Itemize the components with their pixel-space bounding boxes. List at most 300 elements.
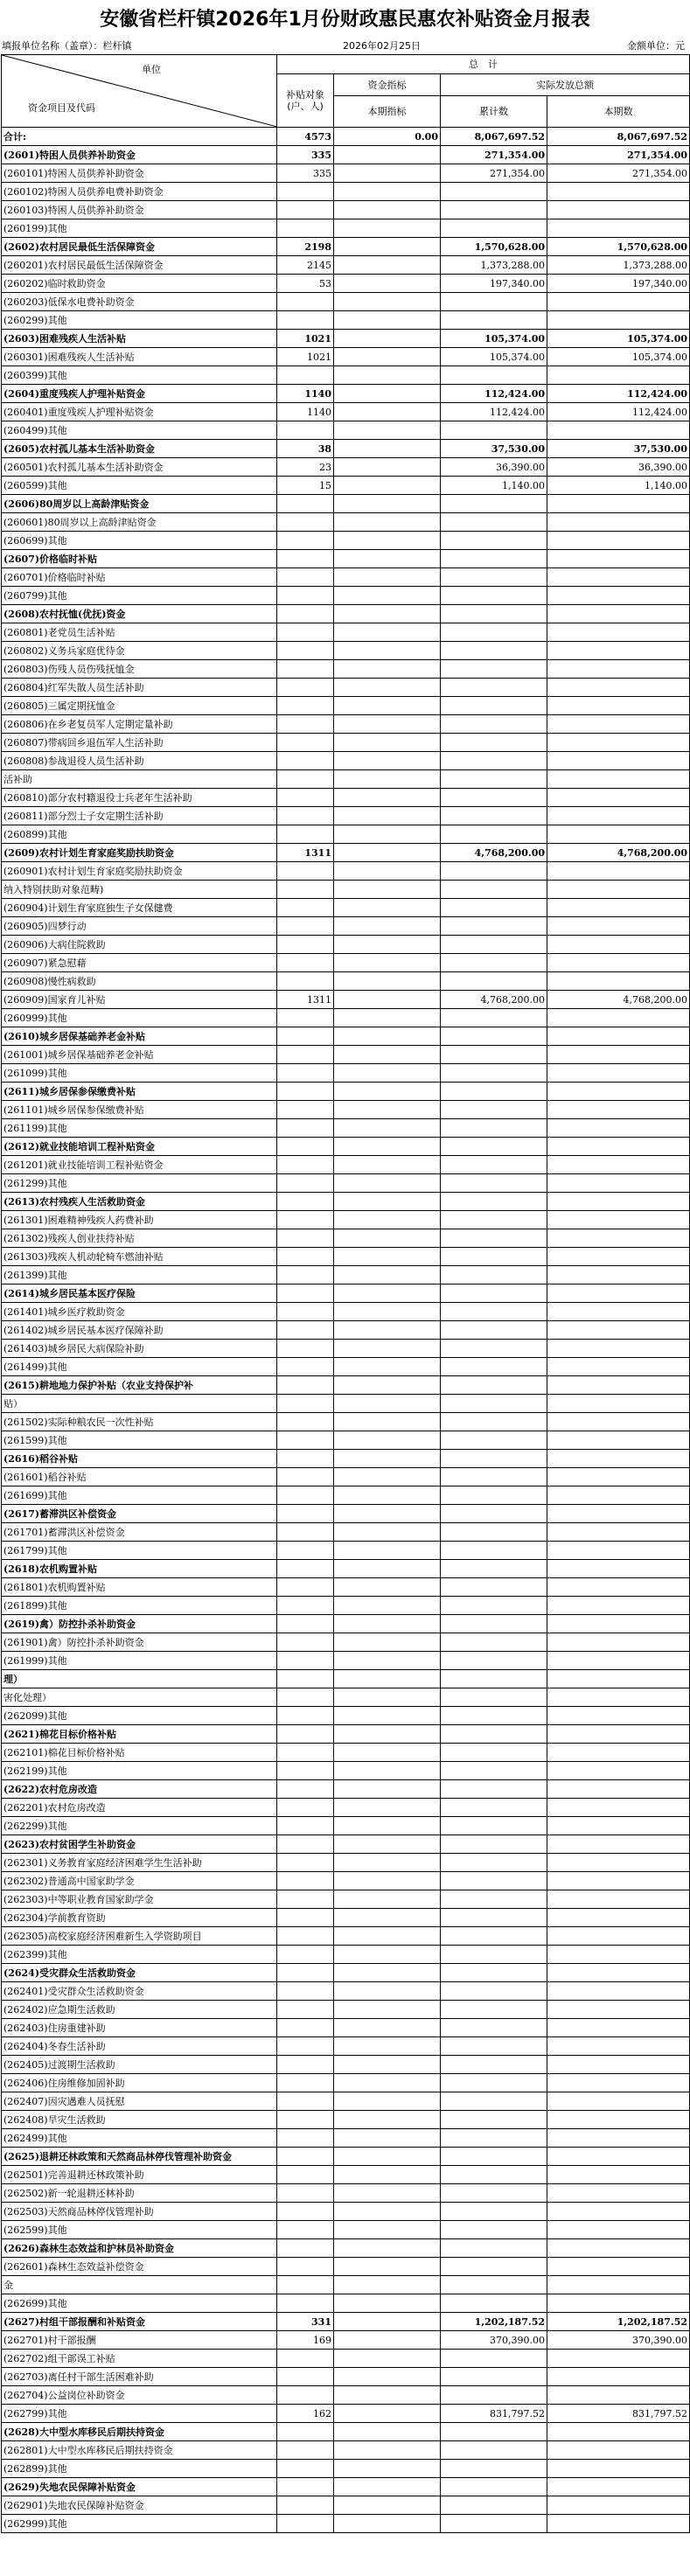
fund-index-cell bbox=[334, 293, 441, 311]
fund-index-cell bbox=[334, 715, 441, 734]
targets-cell: 23 bbox=[277, 458, 334, 477]
item-name-cell: (2625)退耕还林政策和天然商品林停伐管理补助资金 bbox=[2, 2148, 277, 2166]
period-cell bbox=[547, 1725, 690, 1744]
cumulative-cell bbox=[441, 421, 547, 440]
table-row bbox=[2, 752, 690, 770]
fund-index-cell bbox=[334, 623, 441, 642]
period-cell bbox=[547, 936, 690, 954]
period-cell bbox=[547, 1009, 690, 1027]
targets-cell: 162 bbox=[277, 2405, 334, 2423]
item-name-cell: (262801)大中型水库移民后期扶持资金 bbox=[2, 2441, 277, 2460]
period-cell bbox=[547, 2037, 690, 2056]
table-row bbox=[2, 1523, 690, 1542]
item-name-cell: (260803)伤残人员伤残抚恤金 bbox=[2, 660, 277, 679]
fund-index-cell bbox=[334, 1156, 441, 1174]
item-name-cell: (260906)大病住院救助 bbox=[2, 936, 277, 954]
period-cell bbox=[547, 605, 690, 623]
cumulative-cell bbox=[441, 605, 547, 623]
fund-index-cell bbox=[334, 1229, 441, 1248]
targets-cell bbox=[277, 954, 334, 972]
period-cell bbox=[547, 2074, 690, 2092]
table-row bbox=[2, 1725, 690, 1744]
subsidy-table bbox=[1, 54, 690, 2533]
cumulative-cell bbox=[441, 1560, 547, 1578]
fund-index-cell bbox=[334, 1138, 441, 1156]
fund-index-cell bbox=[334, 1946, 441, 1964]
cumulative-cell bbox=[441, 1780, 547, 1799]
targets-cell bbox=[277, 1982, 334, 2001]
fund-index-cell bbox=[334, 1560, 441, 1578]
targets-cell bbox=[277, 1835, 334, 1854]
period-cell bbox=[547, 1982, 690, 2001]
targets-cell bbox=[277, 2258, 334, 2276]
period-cell bbox=[547, 899, 690, 917]
cumulative-cell: 105,374.00 bbox=[441, 330, 547, 348]
table-row bbox=[2, 679, 690, 697]
targets-cell bbox=[277, 421, 334, 440]
targets-cell bbox=[277, 752, 334, 770]
item-name-cell: (260999)其他 bbox=[2, 1009, 277, 1027]
period-cell bbox=[547, 587, 690, 605]
table-row bbox=[2, 146, 690, 164]
cumulative-cell bbox=[441, 1321, 547, 1340]
cumulative-cell: 37,530.00 bbox=[441, 440, 547, 458]
targets-cell bbox=[277, 2460, 334, 2478]
item-name-cell: (260909)国家育儿补贴 bbox=[2, 991, 277, 1009]
table-row bbox=[2, 1211, 690, 1229]
targets-cell bbox=[277, 311, 334, 330]
item-name-cell: (262999)其他 bbox=[2, 2515, 277, 2533]
item-name-cell: (260810)部分农村籍退役士兵老年生活补助 bbox=[2, 789, 277, 807]
table-row bbox=[2, 1450, 690, 1468]
period-cell bbox=[547, 881, 690, 899]
targets-cell bbox=[277, 1817, 334, 1835]
period-cell bbox=[547, 1046, 690, 1064]
targets-cell bbox=[277, 2496, 334, 2515]
period-cell bbox=[547, 1542, 690, 1560]
targets-cell bbox=[277, 1468, 334, 1486]
header-total: 总 计 bbox=[277, 55, 690, 74]
fund-index-cell bbox=[334, 862, 441, 881]
cumulative-cell bbox=[441, 1229, 547, 1248]
targets-cell bbox=[277, 1780, 334, 1799]
period-cell bbox=[547, 2111, 690, 2129]
cumulative-cell bbox=[441, 2515, 547, 2533]
item-name-cell: (262704)公益岗位补助资金 bbox=[2, 2386, 277, 2405]
period-cell bbox=[547, 1652, 690, 1670]
fund-index-cell bbox=[334, 275, 441, 293]
period-cell bbox=[547, 1946, 690, 1964]
table-row bbox=[2, 2166, 690, 2184]
table-row bbox=[2, 311, 690, 330]
table-row bbox=[2, 2294, 690, 2313]
period-cell bbox=[547, 1890, 690, 1909]
fund-index-cell bbox=[334, 2111, 441, 2129]
item-name-cell: (261099)其他 bbox=[2, 1064, 277, 1083]
table-row bbox=[2, 2092, 690, 2111]
item-name-cell: (260907)紧急慰藉 bbox=[2, 954, 277, 972]
targets-cell bbox=[277, 1266, 334, 1285]
period-cell bbox=[547, 1780, 690, 1799]
fund-index-cell bbox=[334, 532, 441, 550]
table-row bbox=[2, 183, 690, 201]
item-name-cell: (261901)禽）防控扑杀补助资金 bbox=[2, 1633, 277, 1652]
cumulative-cell bbox=[441, 1450, 547, 1468]
header-diagonal-cell bbox=[2, 55, 277, 128]
fund-index-cell bbox=[334, 660, 441, 679]
item-name-cell: (2624)受灾群众生活救助资金 bbox=[2, 1964, 277, 1982]
period-cell: 105,374.00 bbox=[547, 330, 690, 348]
item-name-cell: (2618)农机购置补贴 bbox=[2, 1560, 277, 1578]
cumulative-cell bbox=[441, 1817, 547, 1835]
fund-index-cell bbox=[334, 2441, 441, 2460]
period-cell bbox=[547, 1138, 690, 1156]
item-name-cell: (260199)其他 bbox=[2, 219, 277, 238]
cumulative-cell bbox=[441, 1890, 547, 1909]
period-cell bbox=[547, 495, 690, 513]
period-cell bbox=[547, 679, 690, 697]
fund-index-cell bbox=[334, 164, 441, 183]
period-cell: 1,373,288.00 bbox=[547, 256, 690, 275]
table-row bbox=[2, 2386, 690, 2405]
header-unit: 单位 bbox=[142, 64, 161, 75]
period-cell bbox=[547, 293, 690, 311]
targets-cell bbox=[277, 862, 334, 881]
targets-cell bbox=[277, 2037, 334, 2056]
item-name-cell: (262201)农村危房改造 bbox=[2, 1799, 277, 1817]
targets-cell: 1140 bbox=[277, 403, 334, 421]
table-row bbox=[2, 2056, 690, 2074]
period-cell bbox=[547, 954, 690, 972]
cumulative-cell bbox=[441, 2184, 547, 2203]
fund-index-cell bbox=[334, 1101, 441, 1119]
item-name-cell: (262899)其他 bbox=[2, 2460, 277, 2478]
period-cell bbox=[547, 311, 690, 330]
item-name-cell: (262199)其他 bbox=[2, 1762, 277, 1780]
period-cell: 1,140.00 bbox=[547, 477, 690, 495]
cumulative-cell bbox=[441, 1156, 547, 1174]
targets-cell bbox=[277, 807, 334, 825]
table-row bbox=[2, 2203, 690, 2221]
item-name-cell: (260601)80周岁以上高龄津贴资金 bbox=[2, 513, 277, 532]
table-row bbox=[2, 1799, 690, 1817]
table-row bbox=[2, 385, 690, 403]
table-row bbox=[2, 1266, 690, 1285]
cumulative-cell bbox=[441, 2203, 547, 2221]
table-row bbox=[2, 807, 690, 825]
fund-index-cell bbox=[334, 403, 441, 421]
targets-cell: 169 bbox=[277, 2331, 334, 2350]
cumulative-cell bbox=[441, 936, 547, 954]
fund-index-cell bbox=[334, 1285, 441, 1303]
targets-cell bbox=[277, 1413, 334, 1431]
fund-index-cell bbox=[334, 1413, 441, 1431]
cumulative-cell bbox=[441, 1009, 547, 1027]
cumulative-cell bbox=[441, 679, 547, 697]
targets-cell bbox=[277, 936, 334, 954]
item-name-cell: (261599)其他 bbox=[2, 1431, 277, 1450]
fund-index-cell bbox=[334, 1083, 441, 1101]
cumulative-cell bbox=[441, 1835, 547, 1854]
targets-cell: 1140 bbox=[277, 385, 334, 403]
period-cell bbox=[547, 1193, 690, 1211]
cumulative-cell: 36,390.00 bbox=[441, 458, 547, 477]
targets-cell bbox=[277, 2019, 334, 2037]
targets-cell bbox=[277, 1615, 334, 1633]
targets-cell: 2145 bbox=[277, 256, 334, 275]
table-row bbox=[2, 1780, 690, 1799]
period-cell bbox=[547, 2460, 690, 2478]
cumulative-cell bbox=[441, 1413, 547, 1431]
period-cell bbox=[547, 2221, 690, 2239]
item-name-cell: (2629)失地农民保障补贴资金 bbox=[2, 2478, 277, 2496]
targets-cell bbox=[277, 1376, 334, 1395]
targets-cell bbox=[277, 2129, 334, 2148]
cumulative-cell bbox=[441, 2478, 547, 2496]
cumulative-cell bbox=[441, 183, 547, 201]
table-row bbox=[2, 128, 690, 146]
cumulative-cell bbox=[441, 2001, 547, 2019]
period-cell bbox=[547, 1266, 690, 1285]
table-row bbox=[2, 2478, 690, 2496]
fund-index-cell bbox=[334, 881, 441, 899]
fund-index-cell bbox=[334, 2239, 441, 2258]
period-cell bbox=[547, 2239, 690, 2258]
fund-index-cell bbox=[334, 1872, 441, 1890]
fund-index-cell bbox=[334, 697, 441, 715]
fund-index-cell bbox=[334, 256, 441, 275]
targets-cell bbox=[277, 1101, 334, 1119]
cumulative-cell bbox=[441, 1505, 547, 1523]
header-fund-index: 资金指标 bbox=[334, 74, 441, 96]
fund-index-cell bbox=[334, 2276, 441, 2294]
fund-index-cell bbox=[334, 1486, 441, 1505]
targets-cell: 1021 bbox=[277, 330, 334, 348]
cumulative-cell bbox=[441, 642, 547, 660]
period-cell bbox=[547, 2129, 690, 2148]
targets-cell bbox=[277, 1009, 334, 1027]
targets-cell: 331 bbox=[277, 2313, 334, 2331]
targets-cell bbox=[277, 568, 334, 587]
table-row bbox=[2, 605, 690, 623]
period-cell: 112,424.00 bbox=[547, 403, 690, 421]
fund-index-cell bbox=[334, 201, 441, 219]
cumulative-cell bbox=[441, 311, 547, 330]
item-name-cell: (2603)困难残疾人生活补贴 bbox=[2, 330, 277, 348]
period-cell bbox=[547, 1560, 690, 1578]
item-name-cell: (260499)其他 bbox=[2, 421, 277, 440]
cumulative-cell: 1,570,628.00 bbox=[441, 238, 547, 256]
period-cell bbox=[547, 1285, 690, 1303]
cumulative-cell bbox=[441, 1027, 547, 1046]
fund-index-cell bbox=[334, 2313, 441, 2331]
cumulative-cell bbox=[441, 2276, 547, 2294]
header-item: 资金项目及代码 bbox=[28, 102, 95, 114]
item-name-cell: (261101)城乡居保参保缴费补贴 bbox=[2, 1101, 277, 1119]
period-cell bbox=[547, 1340, 690, 1358]
item-name-cell: (261299)其他 bbox=[2, 1174, 277, 1193]
period-cell bbox=[547, 2001, 690, 2019]
fund-index-cell bbox=[334, 1542, 441, 1560]
fund-index-cell bbox=[334, 2166, 441, 2184]
fund-index-cell bbox=[334, 2350, 441, 2368]
item-name-cell: (261301)困难精神残疾人药费补助 bbox=[2, 1211, 277, 1229]
targets-cell: 335 bbox=[277, 164, 334, 183]
period-cell bbox=[547, 1321, 690, 1340]
period-cell bbox=[547, 2166, 690, 2184]
cumulative-cell bbox=[441, 954, 547, 972]
item-name-cell: (262299)其他 bbox=[2, 1817, 277, 1835]
cumulative-cell bbox=[441, 1101, 547, 1119]
table-row bbox=[2, 2001, 690, 2019]
period-cell bbox=[547, 2203, 690, 2221]
fund-index-cell bbox=[334, 2074, 441, 2092]
period-cell bbox=[547, 642, 690, 660]
fund-index-cell bbox=[334, 1890, 441, 1909]
cumulative-cell bbox=[441, 2111, 547, 2129]
fund-index-cell bbox=[334, 2294, 441, 2313]
item-name-cell: 活补助 bbox=[2, 770, 277, 789]
table-row bbox=[2, 697, 690, 715]
fund-index-cell bbox=[334, 440, 441, 458]
table-row bbox=[2, 587, 690, 605]
period-cell bbox=[547, 2184, 690, 2203]
table-row bbox=[2, 825, 690, 844]
fund-index-cell bbox=[334, 1340, 441, 1358]
cumulative-cell bbox=[441, 1431, 547, 1450]
item-name-cell: (260899)其他 bbox=[2, 825, 277, 844]
targets-cell bbox=[277, 2221, 334, 2239]
period-cell bbox=[547, 734, 690, 752]
targets-cell bbox=[277, 1964, 334, 1982]
period-cell bbox=[547, 1505, 690, 1523]
period-cell bbox=[547, 2092, 690, 2111]
table-row bbox=[2, 2496, 690, 2515]
cumulative-cell bbox=[441, 2368, 547, 2386]
cumulative-cell bbox=[441, 715, 547, 734]
targets-cell bbox=[277, 1303, 334, 1321]
table-row bbox=[2, 1248, 690, 1266]
table-row bbox=[2, 881, 690, 899]
item-name-cell: (262703)离任村干部生活困难补助 bbox=[2, 2368, 277, 2386]
period-cell: 105,374.00 bbox=[547, 348, 690, 366]
item-name-cell: (262503)天然商品林停伐管理补助 bbox=[2, 2203, 277, 2221]
fund-index-cell bbox=[334, 936, 441, 954]
table-row bbox=[2, 1431, 690, 1450]
item-name-cell: (260103)特困人员供养补助资金 bbox=[2, 201, 277, 219]
fund-index-cell bbox=[334, 568, 441, 587]
cumulative-cell bbox=[441, 1633, 547, 1652]
cumulative-cell: 831,797.52 bbox=[441, 2405, 547, 2423]
fund-index-cell bbox=[334, 1780, 441, 1799]
cumulative-cell: 112,424.00 bbox=[441, 403, 547, 421]
period-cell bbox=[547, 1174, 690, 1193]
targets-cell: 38 bbox=[277, 440, 334, 458]
cumulative-cell bbox=[441, 734, 547, 752]
targets-cell bbox=[277, 293, 334, 311]
period-cell: 1,570,628.00 bbox=[547, 238, 690, 256]
item-name-cell: (261899)其他 bbox=[2, 1597, 277, 1615]
period-cell bbox=[547, 219, 690, 238]
cumulative-cell bbox=[441, 1909, 547, 1927]
cumulative-cell bbox=[441, 293, 547, 311]
table-row bbox=[2, 1468, 690, 1486]
targets-cell bbox=[277, 2423, 334, 2441]
period-cell bbox=[547, 1229, 690, 1248]
cumulative-cell: 112,424.00 bbox=[441, 385, 547, 403]
targets-cell bbox=[277, 1633, 334, 1652]
table-row bbox=[2, 1486, 690, 1505]
table-row bbox=[2, 1762, 690, 1780]
targets-cell bbox=[277, 1083, 334, 1101]
period-cell bbox=[547, 789, 690, 807]
cumulative-cell bbox=[441, 532, 547, 550]
item-name-cell: (260101)特困人员供养补助资金 bbox=[2, 164, 277, 183]
period-cell bbox=[547, 1101, 690, 1119]
cumulative-cell bbox=[441, 1138, 547, 1156]
period-cell bbox=[547, 1486, 690, 1505]
table-row bbox=[2, 1046, 690, 1064]
table-row bbox=[2, 1193, 690, 1211]
targets-cell bbox=[277, 201, 334, 219]
cumulative-cell bbox=[441, 1542, 547, 1560]
item-name-cell: (260202)临时救助资金 bbox=[2, 275, 277, 293]
cumulative-cell: 4,768,200.00 bbox=[441, 844, 547, 862]
targets-cell bbox=[277, 1321, 334, 1340]
table-row bbox=[2, 568, 690, 587]
item-name-cell: (2606)80周岁以上高龄津贴资金 bbox=[2, 495, 277, 513]
period-cell: 112,424.00 bbox=[547, 385, 690, 403]
item-name-cell: (2616)稻谷补贴 bbox=[2, 1450, 277, 1468]
period-cell bbox=[547, 1027, 690, 1046]
table-row bbox=[2, 1119, 690, 1138]
item-name-cell: (262406)住房维修加固补助 bbox=[2, 2074, 277, 2092]
cumulative-cell: 8,067,697.52 bbox=[441, 128, 547, 146]
fund-index-cell bbox=[334, 954, 441, 972]
table-row bbox=[2, 201, 690, 219]
period-cell bbox=[547, 2478, 690, 2496]
cumulative-cell bbox=[441, 2460, 547, 2478]
period-cell bbox=[547, 513, 690, 532]
item-name-cell: (262301)义务教育家庭经济困难学生生活补助 bbox=[2, 1854, 277, 1872]
item-name-cell: (2612)就业技能培训工程补贴资金 bbox=[2, 1138, 277, 1156]
item-name-cell: (262599)其他 bbox=[2, 2221, 277, 2239]
targets-cell bbox=[277, 1450, 334, 1468]
item-name-cell: 金 bbox=[2, 2276, 277, 2294]
cumulative-cell bbox=[441, 1597, 547, 1615]
targets-cell bbox=[277, 1909, 334, 1927]
item-name-cell: (262601)森林生态效益补偿资金 bbox=[2, 2258, 277, 2276]
period-cell bbox=[547, 2368, 690, 2386]
item-name-cell: (262799)其他 bbox=[2, 2405, 277, 2423]
item-name-cell: (262402)应急期生活救助 bbox=[2, 2001, 277, 2019]
cumulative-cell bbox=[441, 1358, 547, 1376]
period-cell bbox=[547, 2056, 690, 2074]
targets-cell bbox=[277, 2111, 334, 2129]
period-cell: 370,390.00 bbox=[547, 2331, 690, 2350]
targets-cell bbox=[277, 1486, 334, 1505]
fund-index-cell bbox=[334, 2037, 441, 2056]
targets-cell bbox=[277, 2074, 334, 2092]
period-cell bbox=[547, 183, 690, 201]
period-cell bbox=[547, 2294, 690, 2313]
item-name-cell: (261999)其他 bbox=[2, 1652, 277, 1670]
item-name-cell: (260699)其他 bbox=[2, 532, 277, 550]
table-row bbox=[2, 1744, 690, 1762]
targets-cell bbox=[277, 1229, 334, 1248]
item-name-cell: (261001)城乡居保基础养老金补贴 bbox=[2, 1046, 277, 1064]
item-name-cell: (262403)住房重建补助 bbox=[2, 2019, 277, 2037]
